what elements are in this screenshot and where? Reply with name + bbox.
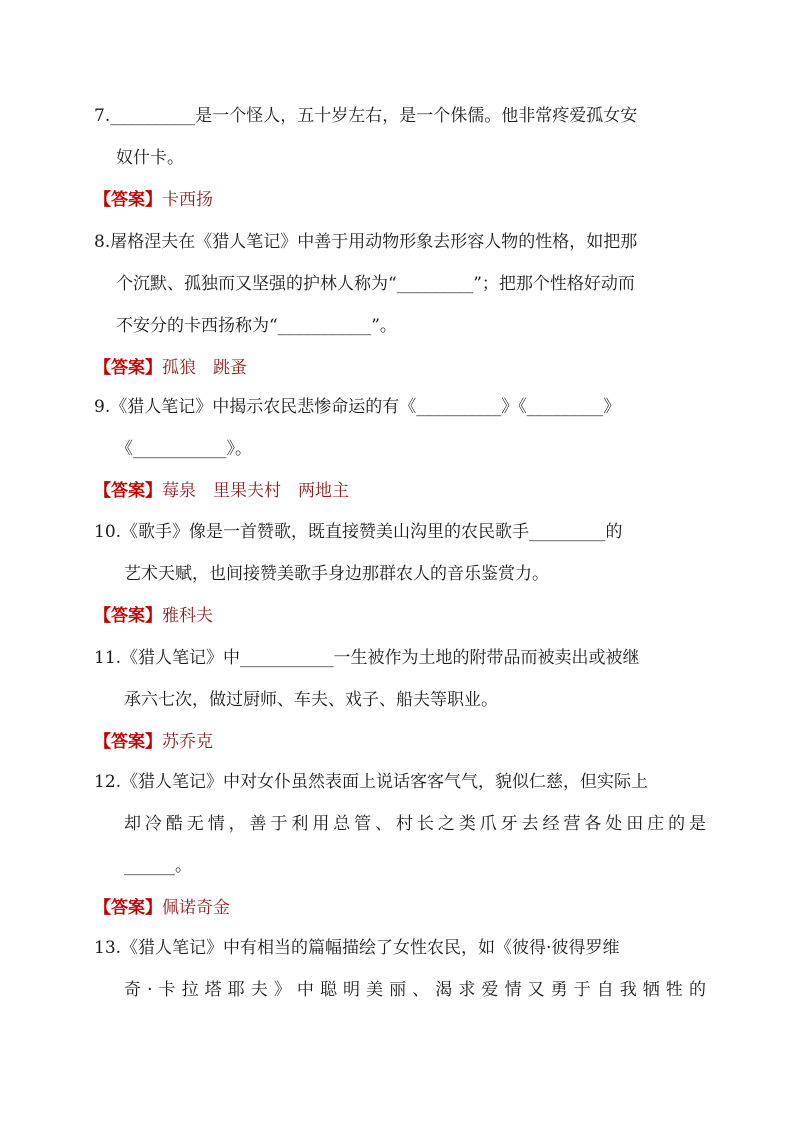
- question-10-block: [94, 511, 706, 637]
- question-9-block: [94, 386, 706, 512]
- answer-text: 苏乔克: [162, 732, 213, 752]
- question-line: 却冷酷无情，善于利用总管、村长之类爪牙去经营各处田庄的是: [124, 814, 706, 834]
- question-line: 10.《歌手》像是一首赞歌，既直接赞美山沟里的农民歌手_________的: [94, 522, 623, 542]
- question-line: 艺术天赋，也间接赞美歌手身边那群农人的音乐鉴赏力。: [124, 564, 549, 584]
- question-line: 7.__________是一个怪人，五十岁左右，是一个侏儒。他非常疼爱孤女安: [94, 106, 638, 126]
- question-line: 《___________》。: [116, 439, 252, 459]
- answer-text: 孤狼 跳蚤: [162, 358, 247, 378]
- question-12-block: [94, 761, 706, 929]
- question-13: [94, 927, 706, 1011]
- question-9: [94, 386, 706, 470]
- question-line: 个沉默、孤独而又坚强的护林人称为“_________”；把那个性格好动而: [116, 274, 635, 294]
- question-7-block: [94, 95, 706, 221]
- question-12: [94, 761, 706, 887]
- answer-9: [94, 470, 706, 512]
- answer-11: [94, 721, 706, 763]
- question-line: 奇·卡拉塔耶夫》中聪明美丽、渴求爱情又勇于自我牺牲的: [124, 980, 706, 1000]
- question-line: 奴什卡。: [116, 148, 184, 168]
- answer-text: 佩诺奇金: [162, 898, 230, 918]
- question-10: [94, 511, 706, 595]
- answer-text: 卡西扬: [162, 190, 213, 210]
- question-line: ______。: [124, 856, 192, 876]
- question-11-block: [94, 637, 706, 763]
- answer-label: 【答案】: [94, 190, 162, 210]
- question-7: [94, 95, 706, 179]
- answer-8: [94, 347, 706, 389]
- answer-label: 【答案】: [94, 481, 162, 501]
- question-line: 8.屠格涅夫在《猎人笔记》中善于用动物形象去形容人物的性格，如把那: [94, 232, 638, 252]
- answer-label: 【答案】: [94, 358, 162, 378]
- question-8-block: [94, 221, 706, 389]
- question-line: 12.《猎人笔记》中对女仆虽然表面上说话客客气气，貌似仁慈，但实际上: [94, 772, 649, 792]
- question-line: 不安分的卡西扬称为“___________”。: [116, 316, 397, 336]
- answer-10: [94, 595, 706, 637]
- question-13-block: [94, 927, 706, 1011]
- question-8: [94, 221, 706, 347]
- answer-12: [94, 887, 706, 929]
- answer-text: 雅科夫: [162, 606, 213, 626]
- question-line: 13.《猎人笔记》中有相当的篇幅描绘了女性农民，如《彼得·彼得罗维: [94, 938, 620, 958]
- question-line: 11.《猎人笔记》中___________一生被作为土地的附带品而被卖出或被继: [94, 648, 640, 668]
- answer-label: 【答案】: [94, 606, 162, 626]
- question-line: 9.《猎人笔记》中揭示农民悲惨命运的有《__________》《_________》: [94, 397, 621, 417]
- answer-label: 【答案】: [94, 732, 162, 752]
- answer-7: [94, 179, 706, 221]
- answer-label: 【答案】: [94, 898, 162, 918]
- question-11: [94, 637, 706, 721]
- question-line: 承六七次，做过厨师、车夫、戏子、船夫等职业。: [124, 690, 498, 710]
- answer-text: 莓泉 里果夫村 两地主: [162, 481, 349, 501]
